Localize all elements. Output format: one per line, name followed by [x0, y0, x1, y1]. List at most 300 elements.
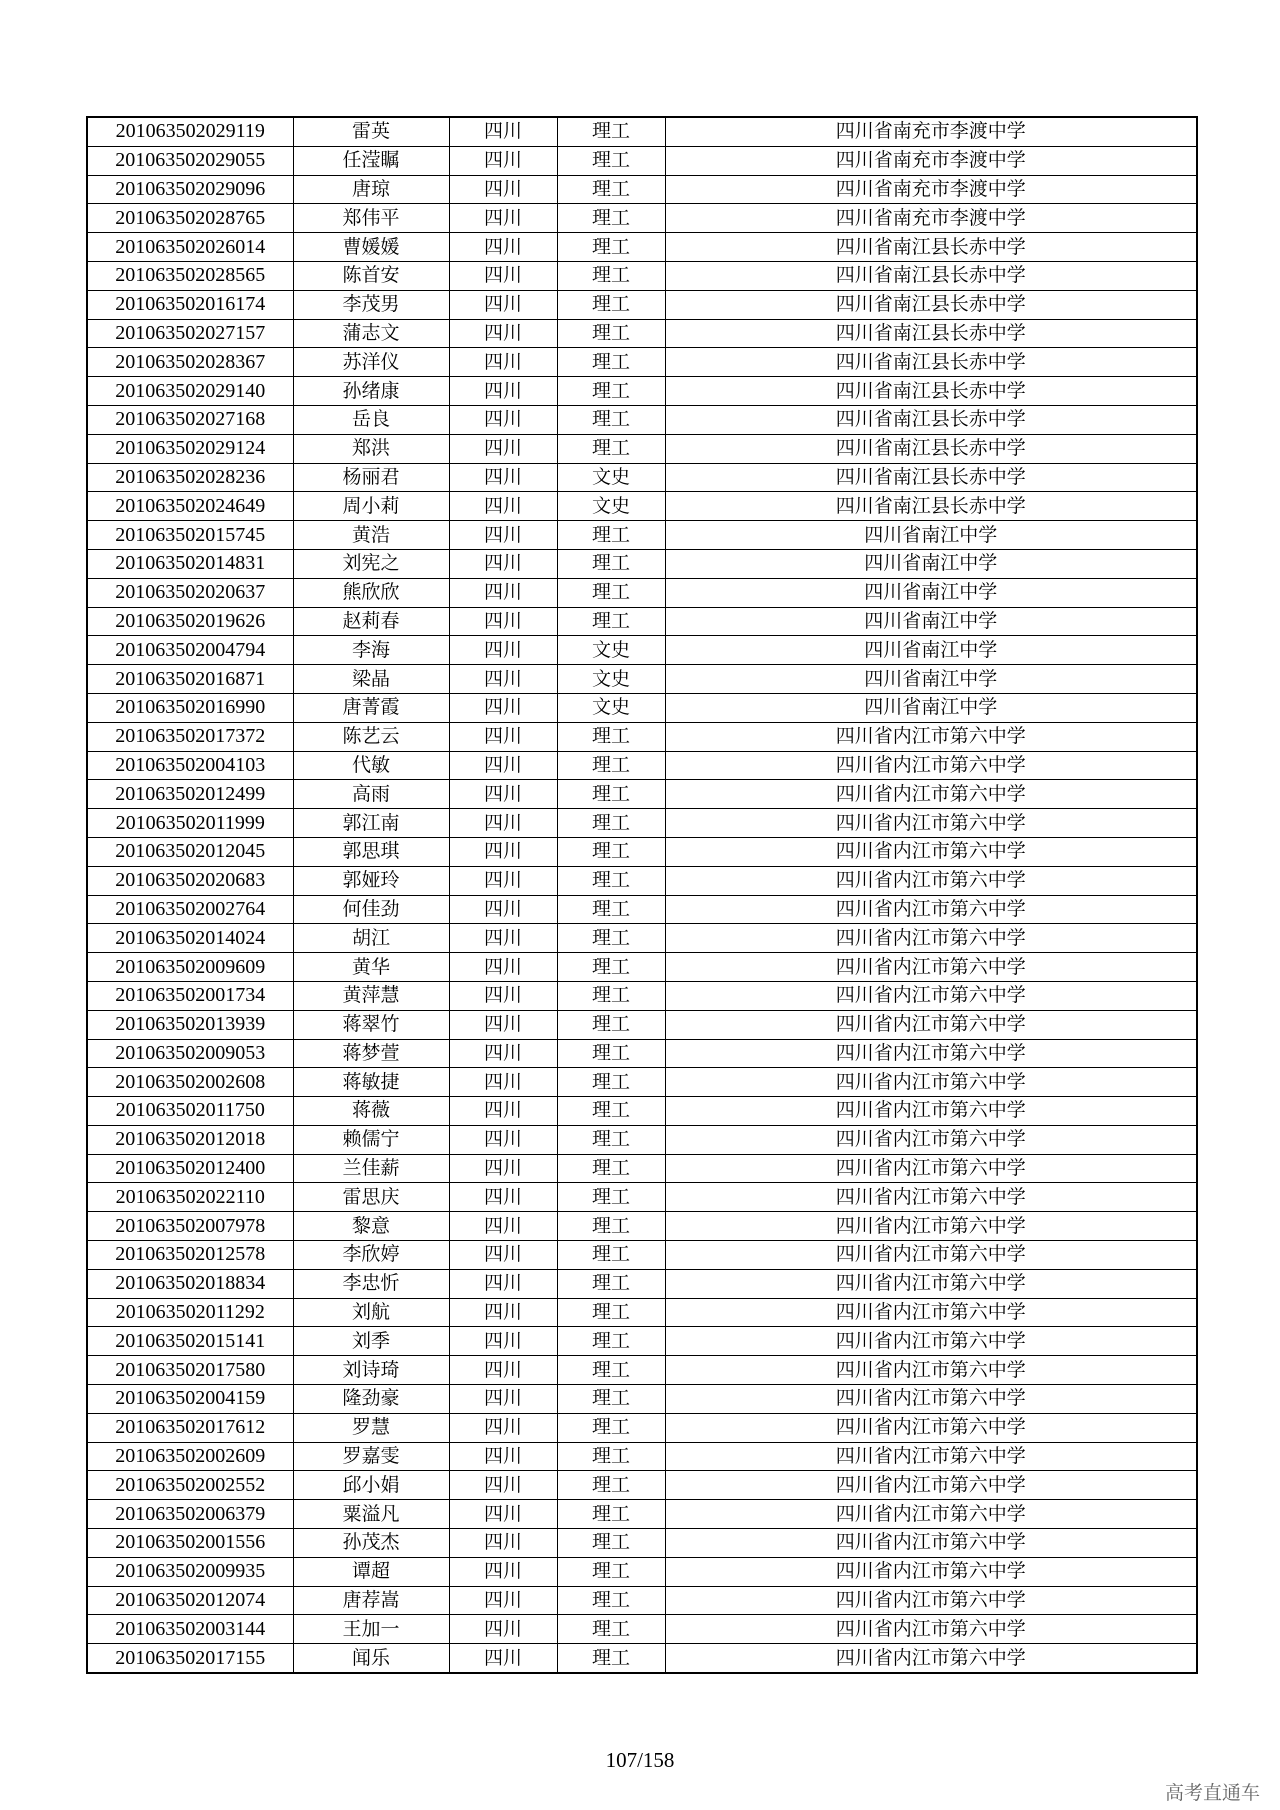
table-row: [87, 463, 1197, 492]
name-cell: 周小莉: [293, 492, 449, 521]
category-cell: 文史: [557, 492, 665, 521]
table-row: [87, 981, 1197, 1010]
exam-id-cell: 201063502028565: [87, 261, 293, 290]
province-cell: 四川: [449, 722, 557, 751]
table-row: [87, 1586, 1197, 1615]
category-cell: 理工: [557, 1298, 665, 1327]
exam-id-cell: 201063502022110: [87, 1183, 293, 1212]
category-cell: 理工: [557, 1010, 665, 1039]
table-row: [87, 1327, 1197, 1356]
exam-id-cell: 201063502002764: [87, 895, 293, 924]
category-cell: 理工: [557, 981, 665, 1010]
school-cell: 四川省内江市第六中学: [665, 1557, 1197, 1586]
exam-id-cell: 201063502014831: [87, 549, 293, 578]
school-cell: 四川省南江中学: [665, 607, 1197, 636]
school-cell: 四川省南江县长赤中学: [665, 348, 1197, 377]
name-cell: 郑伟平: [293, 204, 449, 233]
category-cell: 理工: [557, 1413, 665, 1442]
school-cell: 四川省内江市第六中学: [665, 866, 1197, 895]
school-cell: 四川省南江县长赤中学: [665, 492, 1197, 521]
school-cell: 四川省南江县长赤中学: [665, 233, 1197, 262]
province-cell: 四川: [449, 981, 557, 1010]
category-cell: 理工: [557, 1529, 665, 1558]
school-cell: 四川省内江市第六中学: [665, 1125, 1197, 1154]
province-cell: 四川: [449, 693, 557, 722]
category-cell: 理工: [557, 348, 665, 377]
school-cell: 四川省内江市第六中学: [665, 1154, 1197, 1183]
name-cell: 隆劲豪: [293, 1385, 449, 1414]
province-cell: 四川: [449, 1327, 557, 1356]
category-cell: 理工: [557, 117, 665, 146]
exam-id-cell: 201063502017580: [87, 1356, 293, 1385]
province-cell: 四川: [449, 261, 557, 290]
name-cell: 黄浩: [293, 521, 449, 550]
province-cell: 四川: [449, 463, 557, 492]
table-row: [87, 1212, 1197, 1241]
school-cell: 四川省南江中学: [665, 521, 1197, 550]
category-cell: 理工: [557, 780, 665, 809]
province-cell: 四川: [449, 1557, 557, 1586]
province-cell: 四川: [449, 377, 557, 406]
province-cell: 四川: [449, 578, 557, 607]
name-cell: 蒋翠竹: [293, 1010, 449, 1039]
province-cell: 四川: [449, 751, 557, 780]
category-cell: 理工: [557, 1356, 665, 1385]
table-row: [87, 1039, 1197, 1068]
province-cell: 四川: [449, 1183, 557, 1212]
category-cell: 理工: [557, 578, 665, 607]
category-cell: 理工: [557, 722, 665, 751]
school-cell: 四川省南江中学: [665, 693, 1197, 722]
province-cell: 四川: [449, 1385, 557, 1414]
school-cell: 四川省南江县长赤中学: [665, 463, 1197, 492]
school-cell: 四川省南充市李渡中学: [665, 146, 1197, 175]
category-cell: 理工: [557, 405, 665, 434]
name-cell: 罗慧: [293, 1413, 449, 1442]
table-row: [87, 1097, 1197, 1126]
category-cell: 理工: [557, 751, 665, 780]
exam-id-cell: 201063502012499: [87, 780, 293, 809]
school-cell: 四川省内江市第六中学: [665, 981, 1197, 1010]
school-cell: 四川省内江市第六中学: [665, 1471, 1197, 1500]
exam-id-cell: 201063502013939: [87, 1010, 293, 1039]
category-cell: 理工: [557, 809, 665, 838]
exam-id-cell: 201063502004103: [87, 751, 293, 780]
table-row: [87, 1442, 1197, 1471]
province-cell: 四川: [449, 607, 557, 636]
school-cell: 四川省内江市第六中学: [665, 1385, 1197, 1414]
watermark-text: 高考直通车: [1164, 1782, 1260, 1804]
school-cell: 四川省内江市第六中学: [665, 1356, 1197, 1385]
name-cell: 王加一: [293, 1615, 449, 1644]
table-row: [87, 521, 1197, 550]
province-cell: 四川: [449, 434, 557, 463]
category-cell: 理工: [557, 549, 665, 578]
exam-id-cell: 201063502012045: [87, 837, 293, 866]
province-cell: 四川: [449, 146, 557, 175]
category-cell: 理工: [557, 1586, 665, 1615]
school-cell: 四川省内江市第六中学: [665, 1644, 1197, 1673]
province-cell: 四川: [449, 780, 557, 809]
name-cell: 陈艺云: [293, 722, 449, 751]
exam-id-cell: 201063502016871: [87, 665, 293, 694]
school-cell: 四川省南充市李渡中学: [665, 117, 1197, 146]
exam-id-cell: 201063502009053: [87, 1039, 293, 1068]
table-row: [87, 1068, 1197, 1097]
category-cell: 理工: [557, 146, 665, 175]
table-row: [87, 1269, 1197, 1298]
school-cell: 四川省内江市第六中学: [665, 953, 1197, 982]
province-cell: 四川: [449, 1241, 557, 1270]
table-row: [87, 1385, 1197, 1414]
school-cell: 四川省内江市第六中学: [665, 722, 1197, 751]
exam-id-cell: 201063502017372: [87, 722, 293, 751]
school-cell: 四川省内江市第六中学: [665, 1241, 1197, 1270]
exam-id-cell: 201063502003144: [87, 1615, 293, 1644]
exam-id-cell: 201063502020637: [87, 578, 293, 607]
table-row: [87, 693, 1197, 722]
name-cell: 赖儒宁: [293, 1125, 449, 1154]
school-cell: 四川省内江市第六中学: [665, 751, 1197, 780]
category-cell: 理工: [557, 1125, 665, 1154]
province-cell: 四川: [449, 1356, 557, 1385]
province-cell: 四川: [449, 636, 557, 665]
exam-id-cell: 201063502007978: [87, 1212, 293, 1241]
name-cell: 谭超: [293, 1557, 449, 1586]
table-row: [87, 492, 1197, 521]
table-row: [87, 636, 1197, 665]
school-cell: 四川省内江市第六中学: [665, 1269, 1197, 1298]
exam-id-cell: 201063502004159: [87, 1385, 293, 1414]
table-row: [87, 837, 1197, 866]
exam-id-cell: 201063502001556: [87, 1529, 293, 1558]
category-cell: 理工: [557, 1039, 665, 1068]
table-row: [87, 1010, 1197, 1039]
school-cell: 四川省南江中学: [665, 665, 1197, 694]
name-cell: 熊欣欣: [293, 578, 449, 607]
table-row: [87, 1356, 1197, 1385]
table-row: [87, 1125, 1197, 1154]
name-cell: 李欣婷: [293, 1241, 449, 1270]
name-cell: 粟溢凡: [293, 1500, 449, 1529]
province-cell: 四川: [449, 1269, 557, 1298]
student-list-table: [86, 116, 1198, 1674]
province-cell: 四川: [449, 1125, 557, 1154]
category-cell: 理工: [557, 895, 665, 924]
province-cell: 四川: [449, 665, 557, 694]
category-cell: 理工: [557, 924, 665, 953]
table-row: [87, 607, 1197, 636]
table-row: [87, 751, 1197, 780]
province-cell: 四川: [449, 521, 557, 550]
exam-id-cell: 201063502012578: [87, 1241, 293, 1270]
exam-id-cell: 201063502014024: [87, 924, 293, 953]
name-cell: 何佳劲: [293, 895, 449, 924]
exam-id-cell: 201063502029124: [87, 434, 293, 463]
province-cell: 四川: [449, 549, 557, 578]
exam-id-cell: 201063502002608: [87, 1068, 293, 1097]
exam-id-cell: 201063502027168: [87, 405, 293, 434]
name-cell: 闻乐: [293, 1644, 449, 1673]
name-cell: 黄华: [293, 953, 449, 982]
province-cell: 四川: [449, 1500, 557, 1529]
exam-id-cell: 201063502011292: [87, 1298, 293, 1327]
exam-id-cell: 201063502029140: [87, 377, 293, 406]
exam-id-cell: 201063502020683: [87, 866, 293, 895]
table-row: [87, 780, 1197, 809]
category-cell: 理工: [557, 953, 665, 982]
category-cell: 文史: [557, 693, 665, 722]
table-row: [87, 1154, 1197, 1183]
category-cell: 理工: [557, 175, 665, 204]
school-cell: 四川省内江市第六中学: [665, 1097, 1197, 1126]
table-row: [87, 924, 1197, 953]
category-cell: 理工: [557, 866, 665, 895]
school-cell: 四川省内江市第六中学: [665, 1212, 1197, 1241]
province-cell: 四川: [449, 1413, 557, 1442]
province-cell: 四川: [449, 1471, 557, 1500]
name-cell: 蒋梦萱: [293, 1039, 449, 1068]
category-cell: 文史: [557, 665, 665, 694]
name-cell: 赵莉春: [293, 607, 449, 636]
province-cell: 四川: [449, 1529, 557, 1558]
table-row: [87, 405, 1197, 434]
name-cell: 罗嘉雯: [293, 1442, 449, 1471]
category-cell: 理工: [557, 1068, 665, 1097]
table-row: [87, 549, 1197, 578]
name-cell: 蒋敏捷: [293, 1068, 449, 1097]
name-cell: 刘宪之: [293, 549, 449, 578]
school-cell: 四川省南江中学: [665, 636, 1197, 665]
category-cell: 理工: [557, 1557, 665, 1586]
name-cell: 孙绪康: [293, 377, 449, 406]
school-cell: 四川省内江市第六中学: [665, 895, 1197, 924]
table-row: [87, 953, 1197, 982]
school-cell: 四川省内江市第六中学: [665, 1183, 1197, 1212]
exam-id-cell: 201063502016990: [87, 693, 293, 722]
name-cell: 岳良: [293, 405, 449, 434]
exam-id-cell: 201063502028765: [87, 204, 293, 233]
table-row: [87, 1413, 1197, 1442]
category-cell: 理工: [557, 837, 665, 866]
province-cell: 四川: [449, 1039, 557, 1068]
province-cell: 四川: [449, 866, 557, 895]
category-cell: 理工: [557, 1471, 665, 1500]
exam-id-cell: 201063502028367: [87, 348, 293, 377]
province-cell: 四川: [449, 809, 557, 838]
category-cell: 文史: [557, 463, 665, 492]
name-cell: 黄萍慧: [293, 981, 449, 1010]
category-cell: 理工: [557, 1385, 665, 1414]
name-cell: 苏洋仪: [293, 348, 449, 377]
table-row: [87, 377, 1197, 406]
school-cell: 四川省内江市第六中学: [665, 1615, 1197, 1644]
table-row: [87, 866, 1197, 895]
province-cell: 四川: [449, 1442, 557, 1471]
category-cell: 理工: [557, 1212, 665, 1241]
exam-id-cell: 201063502012074: [87, 1586, 293, 1615]
table-row: [87, 1183, 1197, 1212]
school-cell: 四川省南江县长赤中学: [665, 261, 1197, 290]
province-cell: 四川: [449, 1154, 557, 1183]
name-cell: 陈首安: [293, 261, 449, 290]
school-cell: 四川省内江市第六中学: [665, 1500, 1197, 1529]
school-cell: 四川省内江市第六中学: [665, 1039, 1197, 1068]
exam-id-cell: 201063502016174: [87, 290, 293, 319]
school-cell: 四川省南江县长赤中学: [665, 290, 1197, 319]
exam-id-cell: 201063502009609: [87, 953, 293, 982]
category-cell: 理工: [557, 204, 665, 233]
table-row: [87, 1298, 1197, 1327]
category-cell: 理工: [557, 521, 665, 550]
name-cell: 雷思庆: [293, 1183, 449, 1212]
name-cell: 兰佳薪: [293, 1154, 449, 1183]
table-row: [87, 1644, 1197, 1673]
school-cell: 四川省内江市第六中学: [665, 809, 1197, 838]
province-cell: 四川: [449, 953, 557, 982]
category-cell: 文史: [557, 636, 665, 665]
name-cell: 刘航: [293, 1298, 449, 1327]
category-cell: 理工: [557, 607, 665, 636]
category-cell: 理工: [557, 290, 665, 319]
table-row: [87, 1529, 1197, 1558]
table-row: [87, 578, 1197, 607]
category-cell: 理工: [557, 1442, 665, 1471]
table-row: [87, 319, 1197, 348]
school-cell: 四川省南江县长赤中学: [665, 405, 1197, 434]
exam-id-cell: 201063502018834: [87, 1269, 293, 1298]
exam-id-cell: 201063502027157: [87, 319, 293, 348]
province-cell: 四川: [449, 1644, 557, 1673]
name-cell: 孙茂杰: [293, 1529, 449, 1558]
category-cell: 理工: [557, 1241, 665, 1270]
exam-id-cell: 201063502012400: [87, 1154, 293, 1183]
category-cell: 理工: [557, 1269, 665, 1298]
table-row: [87, 261, 1197, 290]
exam-id-cell: 201063502029055: [87, 146, 293, 175]
category-cell: 理工: [557, 319, 665, 348]
province-cell: 四川: [449, 1010, 557, 1039]
name-cell: 李忠忻: [293, 1269, 449, 1298]
school-cell: 四川省内江市第六中学: [665, 837, 1197, 866]
exam-id-cell: 201063502002609: [87, 1442, 293, 1471]
province-cell: 四川: [449, 837, 557, 866]
exam-id-cell: 201063502015141: [87, 1327, 293, 1356]
student-list-body: [87, 117, 1197, 1673]
name-cell: 郭江南: [293, 809, 449, 838]
table-row: [87, 434, 1197, 463]
category-cell: 理工: [557, 377, 665, 406]
table-row: [87, 1471, 1197, 1500]
category-cell: 理工: [557, 1327, 665, 1356]
exam-id-cell: 201063502029096: [87, 175, 293, 204]
province-cell: 四川: [449, 1212, 557, 1241]
school-cell: 四川省内江市第六中学: [665, 1298, 1197, 1327]
table-row: [87, 117, 1197, 146]
school-cell: 四川省内江市第六中学: [665, 1327, 1197, 1356]
name-cell: 曹媛媛: [293, 233, 449, 262]
table-row: [87, 809, 1197, 838]
name-cell: 杨丽君: [293, 463, 449, 492]
exam-id-cell: 201063502002552: [87, 1471, 293, 1500]
name-cell: 郭思琪: [293, 837, 449, 866]
category-cell: 理工: [557, 1154, 665, 1183]
province-cell: 四川: [449, 405, 557, 434]
exam-id-cell: 201063502028236: [87, 463, 293, 492]
name-cell: 蒲志文: [293, 319, 449, 348]
category-cell: 理工: [557, 1500, 665, 1529]
exam-id-cell: 201063502012018: [87, 1125, 293, 1154]
name-cell: 郭娅玲: [293, 866, 449, 895]
table-row: [87, 146, 1197, 175]
school-cell: 四川省南江中学: [665, 578, 1197, 607]
name-cell: 任滢瞩: [293, 146, 449, 175]
school-cell: 四川省南江县长赤中学: [665, 319, 1197, 348]
exam-id-cell: 201063502001734: [87, 981, 293, 1010]
school-cell: 四川省内江市第六中学: [665, 1586, 1197, 1615]
name-cell: 刘诗琦: [293, 1356, 449, 1385]
school-cell: 四川省南充市李渡中学: [665, 204, 1197, 233]
exam-id-cell: 201063502011750: [87, 1097, 293, 1126]
table-row: [87, 1557, 1197, 1586]
province-cell: 四川: [449, 895, 557, 924]
exam-id-cell: 201063502011999: [87, 809, 293, 838]
school-cell: 四川省内江市第六中学: [665, 1529, 1197, 1558]
school-cell: 四川省内江市第六中学: [665, 1010, 1197, 1039]
exam-id-cell: 201063502006379: [87, 1500, 293, 1529]
province-cell: 四川: [449, 233, 557, 262]
name-cell: 唐菁霞: [293, 693, 449, 722]
name-cell: 黎意: [293, 1212, 449, 1241]
table-row: [87, 348, 1197, 377]
province-cell: 四川: [449, 175, 557, 204]
name-cell: 李海: [293, 636, 449, 665]
province-cell: 四川: [449, 1068, 557, 1097]
category-cell: 理工: [557, 233, 665, 262]
table-row: [87, 1615, 1197, 1644]
name-cell: 唐荐嵩: [293, 1586, 449, 1615]
table-row: [87, 204, 1197, 233]
exam-id-cell: 201063502017155: [87, 1644, 293, 1673]
category-cell: 理工: [557, 261, 665, 290]
category-cell: 理工: [557, 1644, 665, 1673]
name-cell: 唐琼: [293, 175, 449, 204]
table-row: [87, 1241, 1197, 1270]
category-cell: 理工: [557, 434, 665, 463]
province-cell: 四川: [449, 319, 557, 348]
name-cell: 高雨: [293, 780, 449, 809]
province-cell: 四川: [449, 492, 557, 521]
province-cell: 四川: [449, 1097, 557, 1126]
category-cell: 理工: [557, 1183, 665, 1212]
school-cell: 四川省南充市李渡中学: [665, 175, 1197, 204]
table-row: [87, 895, 1197, 924]
exam-id-cell: 201063502029119: [87, 117, 293, 146]
name-cell: 李茂男: [293, 290, 449, 319]
school-cell: 四川省内江市第六中学: [665, 1442, 1197, 1471]
school-cell: 四川省南江县长赤中学: [665, 377, 1197, 406]
table-row: [87, 233, 1197, 262]
exam-id-cell: 201063502009935: [87, 1557, 293, 1586]
exam-id-cell: 201063502019626: [87, 607, 293, 636]
name-cell: 梁晶: [293, 665, 449, 694]
category-cell: 理工: [557, 1615, 665, 1644]
exam-id-cell: 201063502026014: [87, 233, 293, 262]
school-cell: 四川省内江市第六中学: [665, 1068, 1197, 1097]
table-row: [87, 722, 1197, 751]
name-cell: 蒋薇: [293, 1097, 449, 1126]
exam-id-cell: 201063502004794: [87, 636, 293, 665]
